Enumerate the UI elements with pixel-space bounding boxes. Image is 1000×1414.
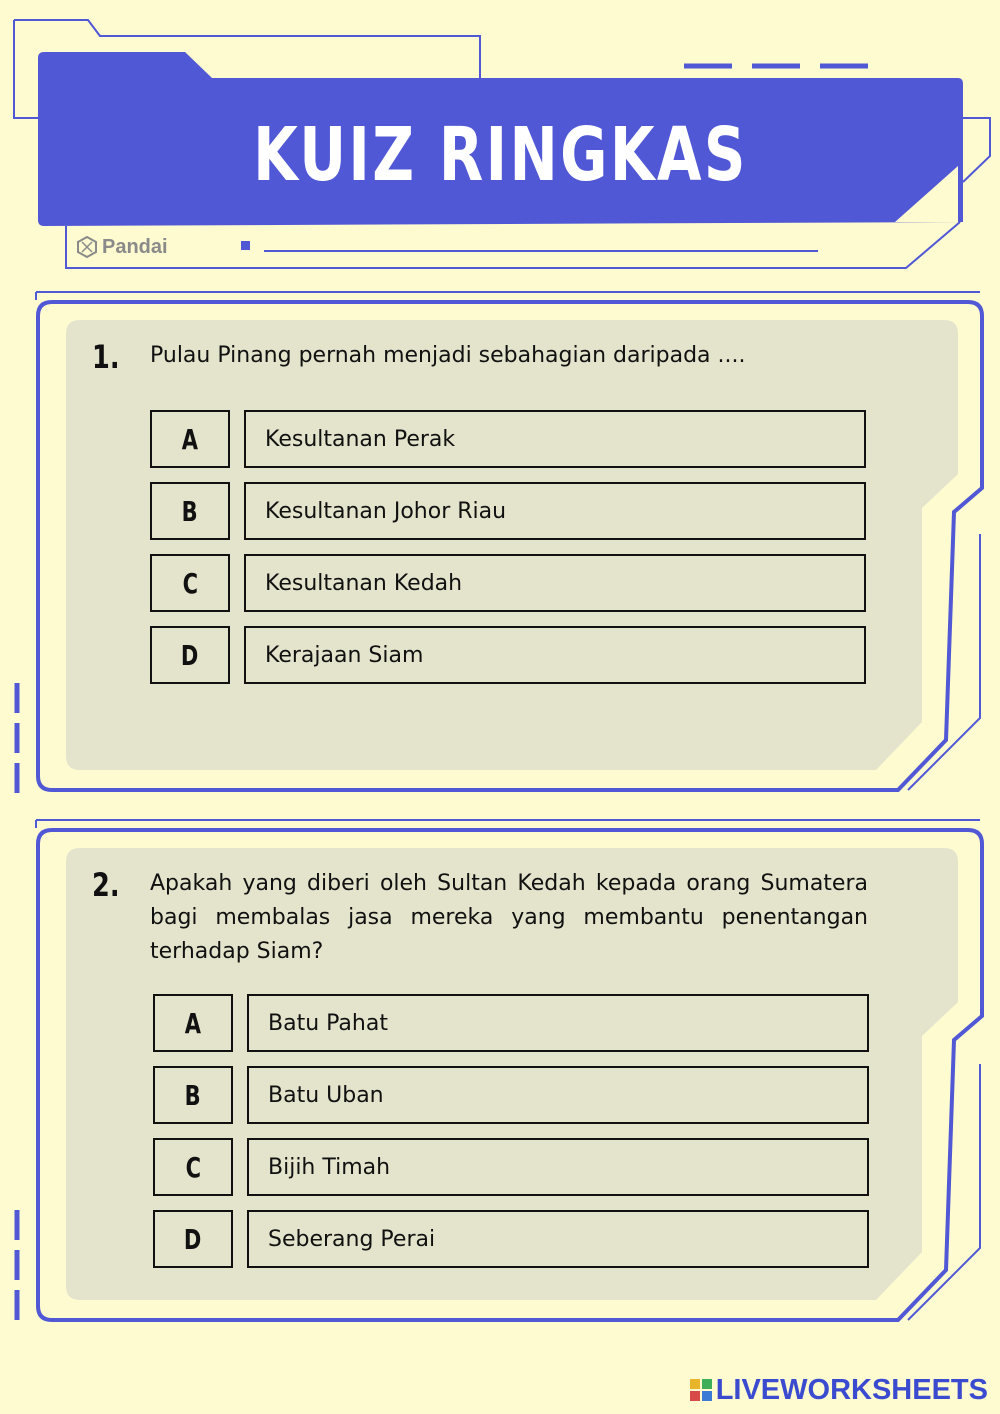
- liveworksheets-logo: [690, 1372, 988, 1408]
- option-letter: C: [182, 566, 198, 600]
- option-letter: A: [184, 1006, 202, 1040]
- option-letter: D: [184, 1222, 202, 1256]
- option-b-answer[interactable]: Batu Uban: [247, 1066, 869, 1124]
- question-text: Apakah yang diberi oleh Sultan Kedah kepada orang Sumatera bagi membalas jasa mereka yang membantu penentangan terhadap Siam?: [150, 871, 868, 964]
- option-c-answer[interactable]: Kesultanan Kedah: [244, 554, 866, 612]
- page-title: KUIZ RINGKAS: [253, 112, 748, 198]
- option-d-answer[interactable]: Seberang Perai: [247, 1210, 869, 1268]
- pandai-logo-icon: [76, 236, 98, 258]
- option-a-answer[interactable]: Kesultanan Perak: [244, 410, 866, 468]
- brand-logo: [76, 234, 168, 260]
- question-card-1-bg: [66, 320, 958, 770]
- option-letter: B: [184, 1078, 202, 1112]
- option-a-answer[interactable]: Batu Pahat: [247, 994, 869, 1052]
- option-b-box[interactable]: [150, 482, 230, 540]
- question-number: 1.: [92, 338, 120, 376]
- option-letter: C: [185, 1150, 201, 1184]
- footer-brand-name: LIVEWORKSHEETS: [715, 1373, 988, 1406]
- brand-name: Pandai: [102, 235, 168, 258]
- option-c-box[interactable]: [153, 1138, 233, 1196]
- option-a-box[interactable]: [153, 994, 233, 1052]
- option-letter: A: [181, 422, 199, 456]
- liveworksheets-logo-icon: [690, 1379, 712, 1401]
- option-b-box[interactable]: [153, 1066, 233, 1124]
- question-number: 2.: [92, 866, 120, 904]
- option-b-answer[interactable]: Kesultanan Johor Riau: [244, 482, 866, 540]
- option-c-answer[interactable]: Bijih Timah: [247, 1138, 869, 1196]
- option-d-box[interactable]: [153, 1210, 233, 1268]
- option-letter: B: [181, 494, 199, 528]
- option-a-box[interactable]: [150, 410, 230, 468]
- option-d-box[interactable]: [150, 626, 230, 684]
- option-d-answer[interactable]: Kerajaan Siam: [244, 626, 866, 684]
- option-letter: D: [181, 638, 199, 672]
- question-text: Pulau Pinang pernah menjadi sebahagian daripada ....: [150, 343, 746, 368]
- option-c-box[interactable]: [150, 554, 230, 612]
